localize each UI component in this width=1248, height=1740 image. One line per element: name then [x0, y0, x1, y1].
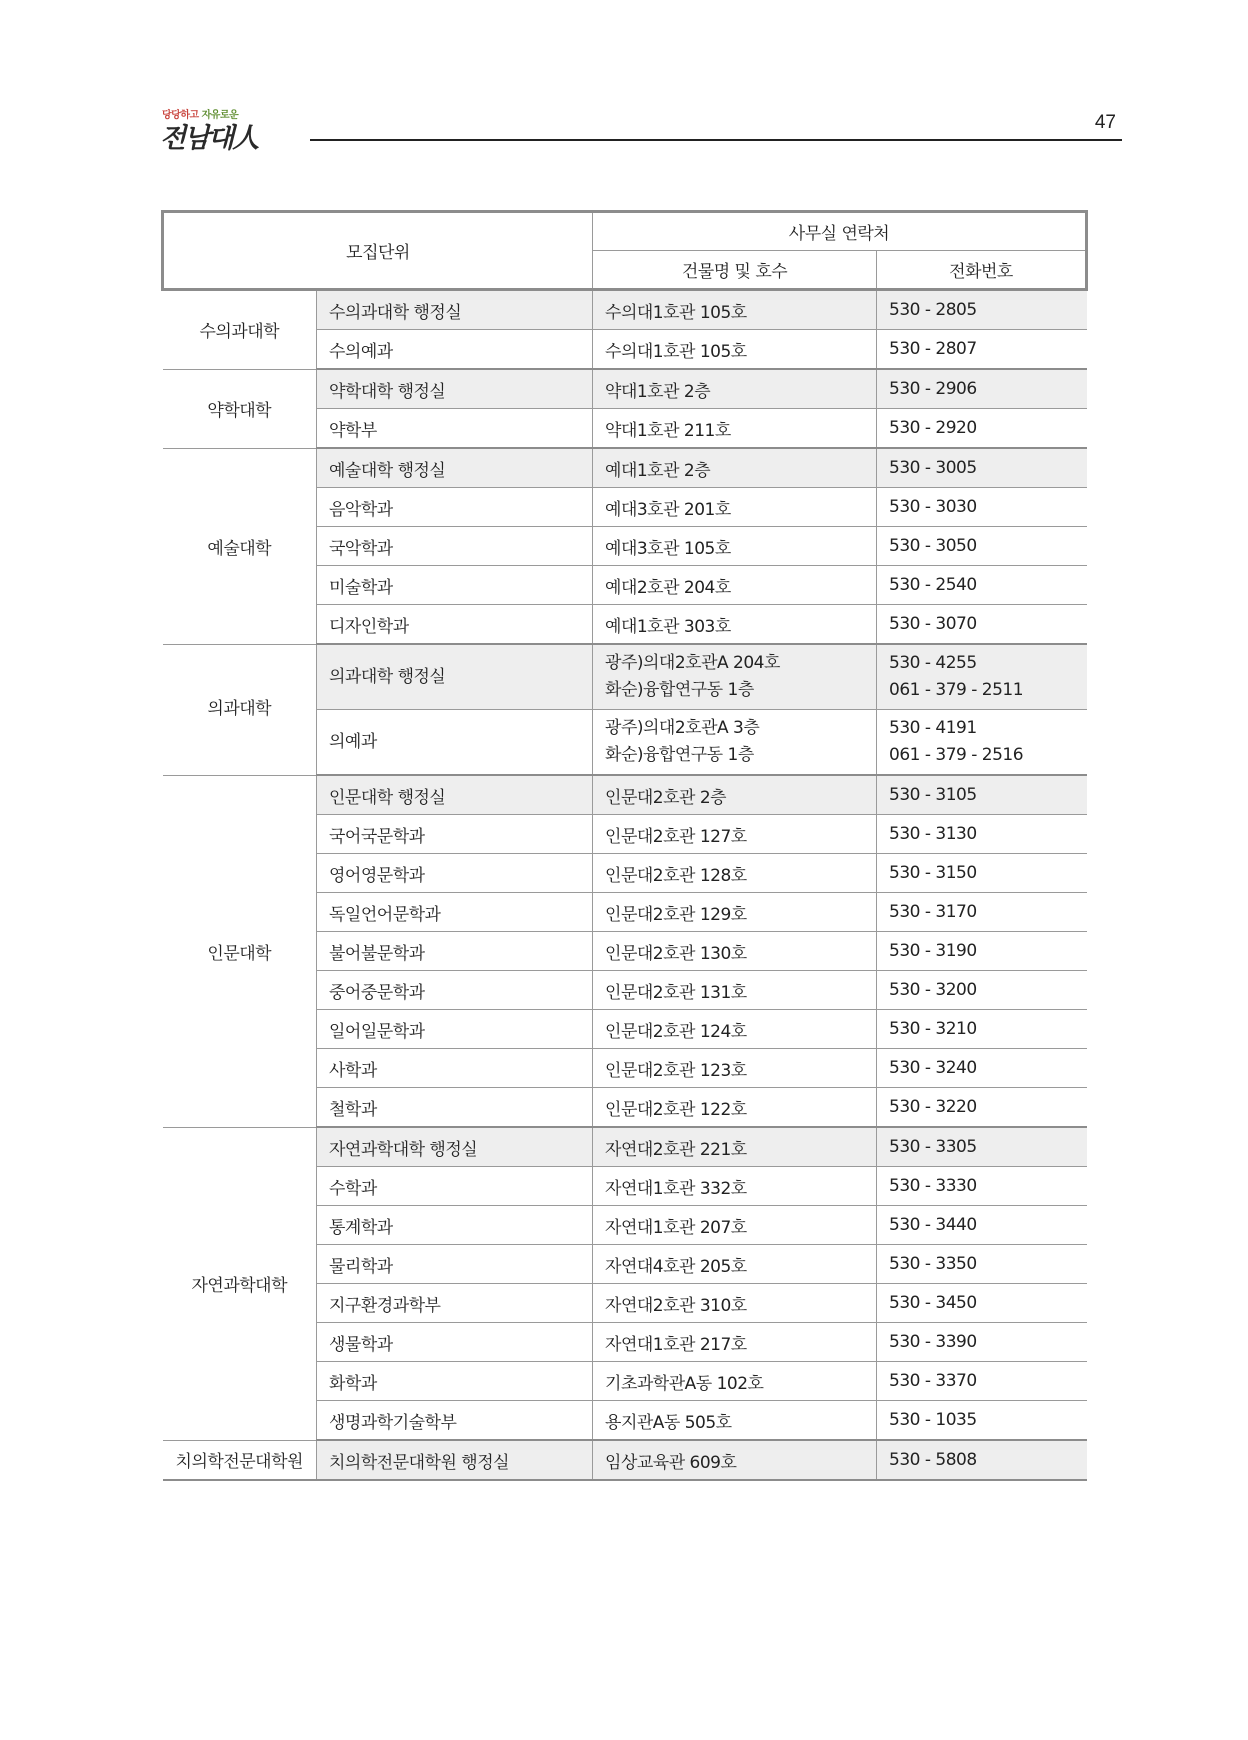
department-name: 불어불문학과: [317, 932, 593, 971]
phone-number-line: 530 - 3005: [889, 458, 977, 478]
department-name: 물리학과: [317, 1245, 593, 1284]
admin-office-name: 예술대학 행정실: [317, 448, 593, 488]
building-room: [593, 566, 877, 605]
header-rule: [310, 139, 1122, 141]
phone-number-line: 530 - 3170: [889, 902, 977, 922]
admin-office-name: 수의과대학 행정실: [317, 290, 593, 330]
phone-number-line: 061 - 379 - 2511: [889, 680, 1024, 700]
building-room: [593, 448, 877, 488]
college-name: 인문대학: [163, 775, 317, 1127]
department-name: 화학과: [317, 1362, 593, 1401]
building-room-line: 약대1호관 2층: [605, 381, 711, 402]
building-room-line: 용지관A동 505호: [605, 1412, 732, 1433]
department-name: 약학부: [317, 409, 593, 449]
phone-number: [877, 1362, 1087, 1401]
building-room-line: 예대2호관 204호: [605, 577, 731, 598]
building-room-line: 인문대2호관 130호: [605, 943, 747, 964]
phone-number: [877, 775, 1087, 815]
building-room-line: 인문대2호관 129호: [605, 904, 747, 925]
building-room-line: 자연대1호관 217호: [605, 1334, 747, 1355]
phone-number-line: 530 - 2920: [889, 418, 977, 438]
phone-number: [877, 566, 1087, 605]
building-room-line: 자연대1호관 207호: [605, 1217, 747, 1238]
college-name: 예술대학: [163, 448, 317, 644]
phone-number: [877, 1127, 1087, 1167]
department-name: 사학과: [317, 1049, 593, 1088]
building-room-line: 인문대2호관 122호: [605, 1099, 747, 1120]
building-room-line: 예대1호관 303호: [605, 616, 731, 637]
college-name: 치의학전문대학원: [163, 1440, 317, 1480]
building-room-line: 인문대2호관 128호: [605, 865, 747, 886]
phone-number: [877, 644, 1087, 710]
building-room: [593, 290, 877, 330]
building-room-line: 자연대2호관 310호: [605, 1295, 747, 1316]
phone-number: [877, 1440, 1087, 1480]
building-room: [593, 1010, 877, 1049]
logo-wordmark: 전남대人: [160, 123, 258, 154]
header-building: 건물명 및 호수: [593, 251, 877, 290]
phone-number-line: 530 - 4191: [889, 718, 977, 738]
phone-number: [877, 1401, 1087, 1441]
building-room-line: 자연대4호관 205호: [605, 1256, 747, 1277]
building-room-line: 수의대1호관 105호: [605, 341, 747, 362]
phone-number-line: 530 - 3050: [889, 536, 977, 556]
phone-number-line: 530 - 3105: [889, 785, 977, 805]
building-room: [593, 409, 877, 449]
phone-number: [877, 932, 1087, 971]
table-row: [163, 644, 1087, 710]
phone-number-line: 530 - 2906: [889, 379, 977, 399]
phone-number-line: 530 - 3150: [889, 863, 977, 883]
phone-number-line: 530 - 2540: [889, 575, 977, 595]
building-room: [593, 971, 877, 1010]
building-room: [593, 527, 877, 566]
phone-number-line: 530 - 4255: [889, 653, 977, 673]
admin-office-name: 약학대학 행정실: [317, 369, 593, 409]
phone-number: [877, 448, 1087, 488]
building-room: [593, 644, 877, 710]
department-name: 지구환경과학부: [317, 1284, 593, 1323]
phone-number: [877, 1206, 1087, 1245]
college-name: 의과대학: [163, 644, 317, 775]
building-room: [593, 1167, 877, 1206]
phone-number: [877, 854, 1087, 893]
phone-number-line: 530 - 2807: [889, 339, 977, 359]
phone-number-line: 530 - 2805: [889, 300, 977, 320]
header-phone: 전화번호: [877, 251, 1087, 290]
building-room-line: 임상교육관 609호: [605, 1452, 737, 1473]
admin-office-name: 의과대학 행정실: [317, 644, 593, 710]
header-unit: 모집단위: [163, 212, 593, 290]
department-name: 음악학과: [317, 488, 593, 527]
phone-number-line: 530 - 3450: [889, 1293, 977, 1313]
phone-number-line: 530 - 3030: [889, 497, 977, 517]
building-room-line: 광주)의대2호관A 3층: [605, 718, 760, 738]
phone-number-line: 530 - 3240: [889, 1058, 977, 1078]
college-name: 약학대학: [163, 369, 317, 448]
building-room: [593, 775, 877, 815]
department-name: 생물학과: [317, 1323, 593, 1362]
phone-number-line: 530 - 3305: [889, 1137, 977, 1157]
building-room: [593, 369, 877, 409]
table-row: [163, 1440, 1087, 1480]
college-name: 수의과대학: [163, 290, 317, 370]
department-name: 독일언어문학과: [317, 893, 593, 932]
building-room: [593, 1323, 877, 1362]
building-room: [593, 1088, 877, 1128]
department-name: 일어일문학과: [317, 1010, 593, 1049]
admin-office-name: 자연과학대학 행정실: [317, 1127, 593, 1167]
contact-table: [161, 210, 1088, 1481]
phone-number: [877, 527, 1087, 566]
department-name: 국악학과: [317, 527, 593, 566]
table-row: [163, 369, 1087, 409]
building-room: [593, 488, 877, 527]
phone-number: [877, 710, 1087, 776]
college-name: 자연과학대학: [163, 1127, 317, 1440]
building-room-line: 자연대1호관 332호: [605, 1178, 747, 1199]
building-room-line: 예대1호관 2층: [605, 460, 711, 481]
phone-number-line: 530 - 3200: [889, 980, 977, 1000]
phone-number-line: 530 - 3130: [889, 824, 977, 844]
phone-number: [877, 409, 1087, 449]
phone-number: [877, 1284, 1087, 1323]
building-room-line: 인문대2호관 123호: [605, 1060, 747, 1081]
table-row: [163, 448, 1087, 488]
department-name: 수학과: [317, 1167, 593, 1206]
phone-number-line: 530 - 5808: [889, 1450, 977, 1470]
building-room-line: 기초과학관A동 102호: [605, 1373, 764, 1394]
header-office-contact: 사무실 연락처: [593, 212, 1087, 251]
department-name: 생명과학기술학부: [317, 1401, 593, 1441]
department-name: 영어영문학과: [317, 854, 593, 893]
building-room-line: 인문대2호관 124호: [605, 1021, 747, 1042]
building-room: [593, 1245, 877, 1284]
building-room: [593, 932, 877, 971]
phone-number-line: 530 - 3210: [889, 1019, 977, 1039]
phone-number-line: 530 - 3370: [889, 1371, 977, 1391]
logo-slogan: 당당하고 자유로운: [162, 110, 239, 121]
department-name: 철학과: [317, 1088, 593, 1128]
building-room: [593, 1284, 877, 1323]
phone-number-line: 061 - 379 - 2516: [889, 745, 1024, 765]
building-room-line: 자연대2호관 221호: [605, 1139, 747, 1160]
building-room-line: 예대3호관 201호: [605, 499, 731, 520]
table-body: [163, 290, 1087, 1481]
building-room-line: 광주)의대2호관A 204호: [605, 653, 780, 673]
university-logo: [160, 106, 290, 156]
building-room: [593, 815, 877, 854]
phone-number: [877, 330, 1087, 370]
building-room: [593, 330, 877, 370]
phone-number: [877, 1245, 1087, 1284]
phone-number-line: 530 - 3220: [889, 1097, 977, 1117]
phone-number: [877, 1010, 1087, 1049]
phone-number-line: 530 - 1035: [889, 1410, 977, 1430]
department-name: 미술학과: [317, 566, 593, 605]
building-room-line: 수의대1호관 105호: [605, 302, 747, 323]
phone-number: [877, 815, 1087, 854]
building-room: [593, 605, 877, 645]
department-name: 통계학과: [317, 1206, 593, 1245]
table-row: [163, 1127, 1087, 1167]
building-room: [593, 1206, 877, 1245]
page-number: 47: [1094, 112, 1116, 133]
department-name: 중어중문학과: [317, 971, 593, 1010]
building-room: [593, 1127, 877, 1167]
building-room-line: 인문대2호관 131호: [605, 982, 747, 1003]
phone-number-line: 530 - 3390: [889, 1332, 977, 1352]
building-room-line: 화순)융합연구동 1층: [605, 680, 754, 700]
phone-number: [877, 893, 1087, 932]
admin-office-name: 치의학전문대학원 행정실: [317, 1440, 593, 1480]
phone-number: [877, 1049, 1087, 1088]
department-name: 의예과: [317, 710, 593, 776]
phone-number-line: 530 - 3350: [889, 1254, 977, 1274]
department-name: 수의예과: [317, 330, 593, 370]
admin-office-name: 인문대학 행정실: [317, 775, 593, 815]
phone-number-line: 530 - 3190: [889, 941, 977, 961]
building-room: [593, 893, 877, 932]
table-row: [163, 775, 1087, 815]
phone-number: [877, 1323, 1087, 1362]
building-room-line: 약대1호관 211호: [605, 420, 731, 441]
building-room: [593, 1362, 877, 1401]
building-room-line: 인문대2호관 127호: [605, 826, 747, 847]
phone-number: [877, 1167, 1087, 1206]
phone-number: [877, 369, 1087, 409]
phone-number: [877, 1088, 1087, 1128]
phone-number: [877, 971, 1087, 1010]
building-room-line: 예대3호관 105호: [605, 538, 731, 559]
phone-number-line: 530 - 3440: [889, 1215, 977, 1235]
building-room: [593, 854, 877, 893]
department-name: 국어국문학과: [317, 815, 593, 854]
building-room: [593, 1049, 877, 1088]
building-room-line: 화순)융합연구동 1층: [605, 745, 754, 765]
phone-number: [877, 290, 1087, 330]
building-room: [593, 1440, 877, 1480]
phone-number-line: 530 - 3070: [889, 614, 977, 634]
phone-number: [877, 488, 1087, 527]
table-row: [163, 290, 1087, 330]
department-name: 디자인학과: [317, 605, 593, 645]
phone-number-line: 530 - 3330: [889, 1176, 977, 1196]
building-room-line: 인문대2호관 2층: [605, 787, 727, 808]
building-room: [593, 710, 877, 776]
phone-number: [877, 605, 1087, 645]
building-room: [593, 1401, 877, 1441]
